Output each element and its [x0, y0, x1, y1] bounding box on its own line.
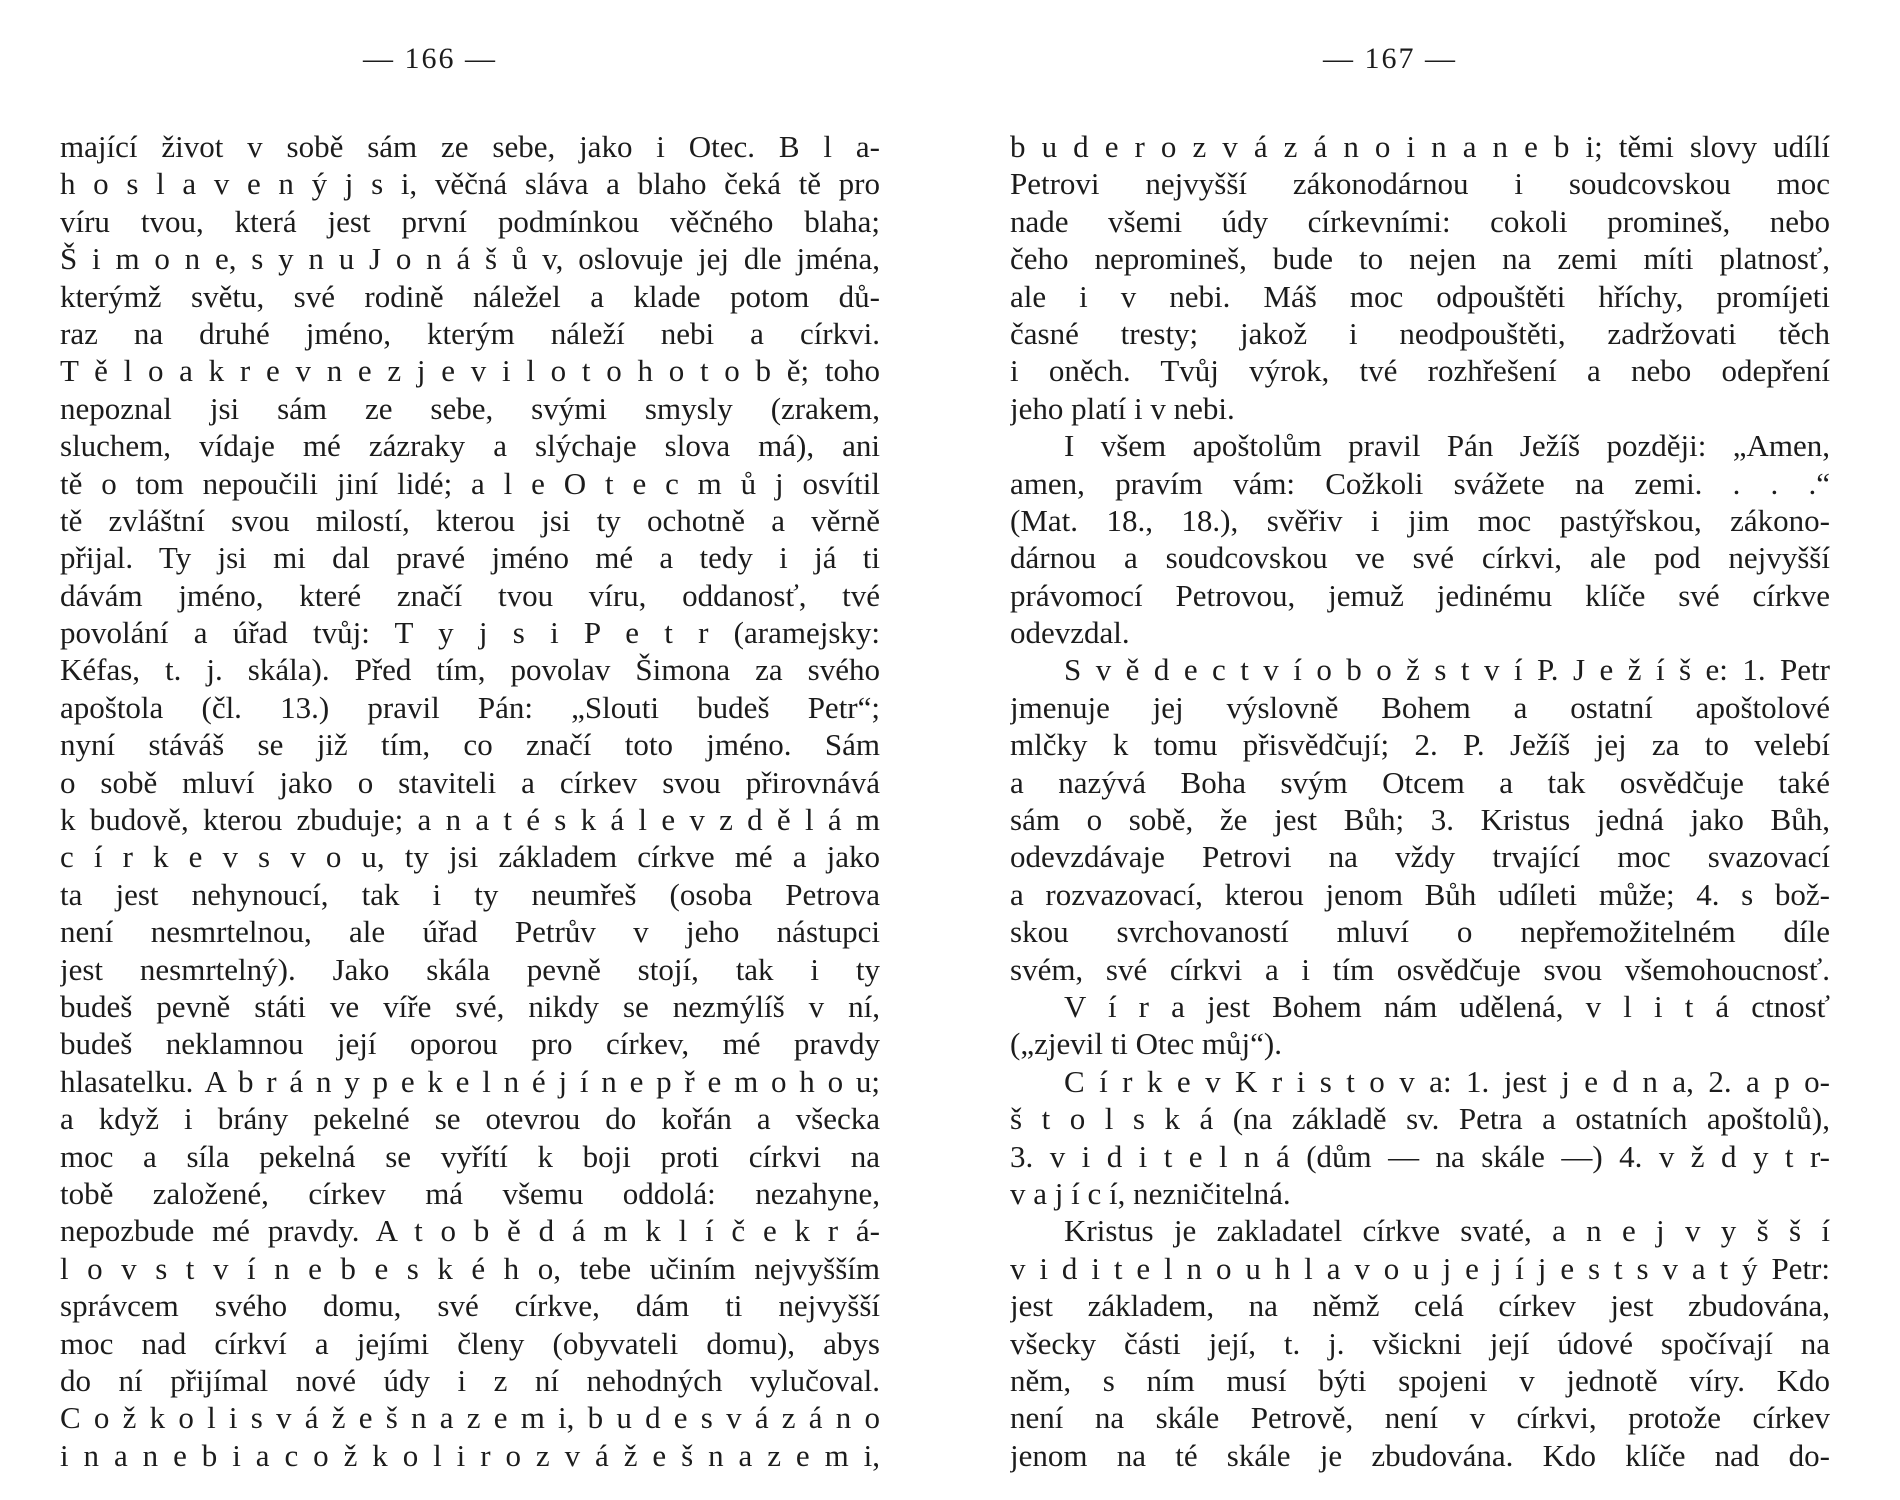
text-line: moc a síla pekelná se vyřítí k boji proti církvi na [60, 1138, 880, 1174]
text-line: jeho platí i v nebi. [1010, 390, 1235, 426]
text-line: kterýmž světu, své rodině náležel a klade potom dů- [60, 278, 880, 314]
text-line: tě zvláštní svou milostí, kterou jsi ty ochotně a věrně [60, 502, 880, 538]
text-line: l o v s t v í n e b e s k é h o, tebe učiním nejvyšším [60, 1250, 880, 1286]
text-line: S v ě d e c t v í o b o ž s t v í P. J e ž í š e: 1. Petr [1064, 652, 1830, 688]
text-line: jest nesmrtelný). Jako skála pevně stojí, tak i ty [60, 951, 880, 987]
text-line: čeho neprominеš, bude to nejen na zemi míti platnosť, [1010, 241, 1830, 277]
text-line: C o ž k o l i s v á ž e š n a z e m i, b u d e s v á z á n o [60, 1400, 880, 1436]
text-line: Kéfas, t. j. skála). Před tím, povolav Šimona za svého [60, 652, 880, 688]
text-line: není nesmrtelnou, ale úřad Petrův v jeho nástupci [60, 914, 880, 950]
text-line: skou svrchovaností mluví o nepřemožitelném díle [1010, 914, 1830, 950]
text-line: Š i m o n e, s y n u J o n á š ů v, oslovuje jej dle jména, [60, 241, 880, 277]
text-line: I všem apoštolům pravil Pán Ježíš později: „Amen, [1064, 428, 1830, 464]
text-line: všecky části její, t. j. všickni její údové spočívají na [1010, 1325, 1830, 1361]
text-line: ta jest nehynoucí, tak i ty neumřeš (osoba Petrova [60, 876, 880, 912]
text-line: nepoznal jsi sám ze sebe, svými smysly (zrakem, [60, 390, 880, 426]
left-page [60, 0, 880, 1500]
text-line: o sobě mluví jako o staviteli a církev svou přirovnává [60, 764, 880, 800]
text-line: tobě založené, církev má všemu oddolá: nezahyne, [60, 1175, 880, 1211]
text-line: š t o l s k á (na základě sv. Petra a ostatních apoštolů), [1010, 1101, 1830, 1137]
text-line: právomocí Petrovou, jemuž jedinému klíče své církve [1010, 577, 1830, 613]
text-line: jest základem, na němž celá církev jest zbudována, [1010, 1288, 1830, 1324]
text-line: T ě l o a k r e v n e z j e v i l o t o h o t o b ě; toho [60, 353, 880, 389]
text-line: přijal. Ty jsi mi dal pravé jméno mé a tedy i já ti [60, 540, 880, 576]
text-line: amen, pravím vám: Cožkoli svážete na zemi. . . .“ [1010, 465, 1830, 501]
right-page-text [1010, 128, 1830, 1474]
text-line: Kristus je zakladatel církve svaté, a n e j v y š š í [1064, 1213, 1830, 1249]
text-line: dárnou a soudcovskou ve své církvi, ale pod nejvyšší [1010, 540, 1830, 576]
text-line: moc nad církví a jejími členy (obyvateli domu), abys [60, 1325, 880, 1361]
text-line: a nazývá Boha svým Otcem a tak osvědčuje také [1010, 764, 1830, 800]
text-line: povolání a úřad tvůj: T y j s i P e t r (aramejsky: [60, 615, 880, 651]
text-line: V í r a jest Bohem nám udělená, v l i t á ctnosť [1064, 988, 1830, 1024]
text-line: apoštola (čl. 13.) pravil Pán: „Slouti budeš Petr“; [60, 689, 880, 725]
text-line: časné tresty; jakož i neodpouštěti, zadržovati těch [1010, 315, 1830, 351]
text-line: není na skále Petrově, není v církvi, protože církev [1010, 1400, 1830, 1436]
text-line: nepozbude mé pravdy. A t o b ě d á m k l í č e k r á- [60, 1213, 880, 1249]
text-line: něm, s ním musí býti spojeni v jednotě víry. Kdo [1010, 1362, 1830, 1398]
text-line: dávám jméno, které značí tvou víru, oddanosť, tvé [60, 577, 880, 613]
text-line: i n a n e b i a c o ž k o l i r o z v á ž e š n a z e m i, [60, 1437, 880, 1473]
text-line: a když i brány pekelné se otevrou do kořán a všecka [60, 1101, 880, 1137]
text-line: odevzdávaje Petrovi na vždy trvající moc svazovací [1010, 839, 1830, 875]
text-line: h o s l a v e n ý j s i, věčná sláva a blaho čeká tě pro [60, 166, 880, 202]
text-line: b u d e r o z v á z á n o i n a n e b i; těmi slovy udílí [1010, 129, 1830, 164]
text-line: víru tvou, která jest první podmínkou věčného blaha; [60, 203, 880, 239]
text-line: („zjevil ti Otec můj“). [1010, 1026, 1282, 1062]
text-line: mlčky k tomu přisvědčují; 2. P. Ježíš jej za to velebí [1010, 727, 1830, 763]
text-line: nyní stáváš se již tím, co značí toto jméno. Sám [60, 727, 880, 763]
text-line: budeš pevně státi ve víře své, nikdy se nezmýlíš v ní, [60, 988, 880, 1024]
text-line: 3. v i d i t e l n á (dům — na skále —) 4. v ž d y t r- [1010, 1138, 1830, 1174]
text-line: C í r k e v K r i s t o v a: 1. jest j e d n a, 2. a p o- [1064, 1063, 1830, 1099]
text-line: k budově, kterou zbuduje; a n a t é s k á l e v z d ě l á m [60, 802, 880, 838]
text-line: a rozvazovací, kterou jenom Bůh udíleti může; 4. s bož- [1010, 876, 1830, 912]
text-line: v i d i t e l n o u h l a v o u j e j í j e s t s v a t ý Petr: [1010, 1250, 1830, 1286]
text-line: tě o tom nepoučili jiní lidé; a l e O t e c m ů j osvítil [60, 465, 880, 501]
right-page [1010, 0, 1830, 1500]
text-line: svém, své církvi a i tím osvědčuje svou všemohoucnosť. [1010, 951, 1830, 987]
text-line: budeš neklamnou její oporou pro církev, mé pravdy [60, 1026, 880, 1062]
text-line: hlasatelku. A b r á n y p e k e l n é j í n e p ř e m o h o u; [60, 1063, 880, 1099]
page-number-left: — 166 — [363, 42, 497, 75]
text-line: jenom na té skále je zbudována. Kdo klíče nad do- [1010, 1437, 1830, 1473]
text-line: c í r k e v s v o u, ty jsi základem církve mé a jako [60, 839, 880, 875]
text-line: ale i v nebi. Máš moc odpouštěti hříchy, promíjeti [1010, 278, 1830, 314]
text-line: sluchem, vídaje mé zázraky a slýchaje slova má), ani [60, 428, 880, 464]
text-line: i oněch. Tvůj výrok, tvé rozhřešení a nebo odepření [1010, 353, 1830, 389]
text-line: nade všemi údy církevními: cokoli promineš, nebo [1010, 203, 1830, 239]
text-line: do ní přijímal nové údy i z ní nehodných vylučoval. [60, 1362, 880, 1398]
page-number-right: — 167 — [1323, 42, 1457, 75]
text-line: Petrovi nejvyšší zákonodárnou i soudcovskou moc [1010, 166, 1830, 202]
text-line: správcem svého domu, své církve, dám ti nejvyšší [60, 1288, 880, 1324]
left-page-text [60, 128, 880, 1474]
text-line: raz na druhé jméno, kterým náleží nebi a církvi. [60, 315, 880, 351]
text-line: (Mat. 18., 18.), svěřiv i jim moc pastýřskou, zákono- [1010, 502, 1830, 538]
text-line: mající život v sobě sám ze sebe, jako i Otec. B l a- [60, 129, 880, 164]
text-line: sám o sobě, že jest Bůh; 3. Kristus jedná jako Bůh, [1010, 802, 1830, 838]
text-line: jmenuje jej výslovně Bohem a ostatní apoštolové [1010, 689, 1830, 725]
text-line: odevzdal. [1010, 615, 1130, 651]
text-line: v a j í c í, nezničitelná. [1010, 1175, 1291, 1211]
